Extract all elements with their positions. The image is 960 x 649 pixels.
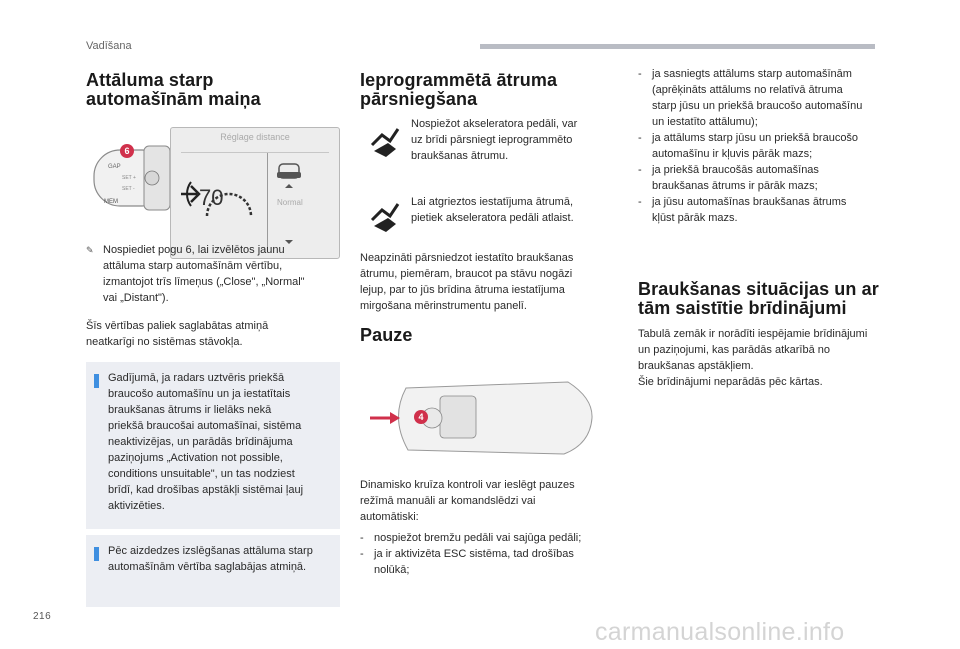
col1-title: [86, 71, 261, 109]
pedal-line: Nospiežot akseleratora pedāli, var: [411, 118, 578, 130]
info-line: priekšā braucošai automašīnai, sistēma: [108, 420, 302, 432]
svg-text:SET -: SET -: [122, 186, 135, 192]
info-line: conditions unsuitable", un tas nodziest: [108, 468, 295, 480]
pedal-line: braukšanas ātrumu.: [411, 150, 509, 162]
info-line: braucošo automašīnu un ja iestatītais: [108, 388, 291, 400]
list-item-cont: nolūkā;: [374, 564, 410, 576]
list-item: - ja jūsu automašīnas braukšanas ātrums kļūst pārāk mazs.: [638, 194, 898, 226]
step-marker-icon: ✎: [86, 245, 94, 255]
col1-title-line1: Attāluma starp: [86, 70, 214, 90]
pedal-release-icon: [368, 198, 402, 236]
info-line: paziņojums „Activation not possible,: [108, 452, 283, 464]
display-screen: [170, 127, 340, 259]
list-item: - ja attālums starp jūsu un priekšā braucošo automašīnu ir kļuvis pārāk mazs;: [638, 130, 898, 162]
step-line: attāluma starp automašīnām vērtību,: [103, 260, 283, 272]
watermark: carmanualsonline.info: [595, 618, 845, 646]
step-line: vai „Distant").: [103, 292, 169, 304]
para-line: automātiski:: [360, 511, 419, 523]
list-item: - nospiežot bremžu pedāli vai sajūga pedāli;: [360, 532, 582, 544]
info-icon: [94, 374, 99, 388]
screen-divider: [181, 152, 329, 153]
figure-badge: 6: [120, 144, 134, 158]
screen-separator: [267, 153, 268, 248]
para-line: Dinamisko kruīza kontroli var ieslēgt pauzes: [360, 479, 575, 491]
list-item-text: ja attālums starp jūsu un priekšā braucošo: [652, 132, 859, 144]
para-line: ātrumu, piemēram, braucot pa stāvu nogāzi: [360, 268, 573, 280]
info-box-radar: [86, 362, 340, 529]
list-item-text: ja priekšā braucošās automašīnas: [652, 164, 819, 176]
para-line: režīmā manuāli ar komandslēdzi vai: [360, 495, 536, 507]
list-item-text: ja jūsu automašīnas braukšanas ātrums: [652, 196, 847, 208]
list-item-text: ja ir aktivizēta ESC sistēma, tad drošības: [374, 548, 574, 560]
info-line: brīdī, kad drošības apstākļi sistēmai ļauj: [108, 484, 304, 496]
pedal-press-icon: [368, 121, 402, 159]
pedal-line: pietiek akseleratora pedāli atlaist.: [411, 212, 574, 224]
list-item-cont: braukšanas ātrums ir pārāk mazs;: [652, 180, 818, 192]
pedal-line: uz brīdi pārsniegt ieprogrammēto: [411, 134, 573, 146]
para-line: lejup, par to jūs brīdina ātruma iestatījuma: [360, 284, 565, 296]
col3-title-line2: tām saistītie brīdinājumi: [638, 298, 847, 318]
para-line: Tabulā zemāk ir norādīti iespējamie brīdinājumi: [638, 328, 868, 340]
svg-text:SET +: SET +: [122, 175, 136, 181]
para-line: braukšanas apstākļiem.: [638, 360, 754, 372]
info-box-memory: [86, 535, 340, 607]
screen-title: Réglage distance: [220, 132, 290, 142]
info-line: neaktivizējas, un parādās brīdinājuma: [108, 436, 293, 448]
info-line: Gadījumā, ja radars uztvēris priekšā: [108, 372, 285, 384]
mode-label: Normal: [277, 198, 303, 207]
col3-title-line1: Braukšanas situācijas un ar: [638, 279, 879, 299]
list-item: - ja ir aktivizēta ESC sistēma, tad drošības: [360, 548, 574, 560]
memory-paragraph: [86, 318, 346, 350]
list-item: - ja priekšā braucošās automašīnas braukšanas ātrums ir pārāk mazs;: [638, 162, 898, 194]
pedal-press-text: [411, 116, 601, 164]
cruise-stalk-icon: [86, 118, 176, 258]
overspeed-paragraph: [360, 250, 610, 314]
page-header: [0, 0, 960, 60]
list-item-text: ja sasniegts attālums starp automašīnām: [652, 68, 852, 80]
info-line: aktivizēties.: [108, 500, 165, 512]
info-line: Pēc aizdedzes izslēgšanas attāluma starp: [108, 545, 313, 557]
cruise-stalk-pause-icon: [368, 378, 598, 458]
speed-value: 70: [199, 185, 224, 210]
distance-figure: [86, 118, 336, 258]
col1-title-line2: automašīnām maiņa: [86, 89, 261, 109]
pause-figure-badge: 4: [414, 410, 428, 424]
col2-title-line2: pārsniegšana: [360, 89, 478, 109]
para-line: neatkarīgi no sistēmas stāvokļa.: [86, 336, 243, 348]
pause-heading: Pauze: [360, 325, 413, 345]
list-item-cont: un iestatīto attālumu);: [652, 116, 758, 128]
info-line: automašīnām vērtība saglabājas atmiņā.: [108, 561, 307, 573]
pause-figure: [368, 378, 598, 458]
para-line: Šīs vērtības paliek saglabātas atmiņā: [86, 320, 269, 332]
section-label: Vadīšana: [86, 40, 132, 52]
col2-title: [360, 71, 557, 109]
list-item: - ja sasniegts attālums starp automašīnām (aprēķināts attālums no relatīvā ātruma starp jūsu un priekšā braucošo automašīnu un iestatīto attālumu);: [638, 66, 898, 130]
info-line: braukšanas ātrums ir lielāks nekā: [108, 404, 272, 416]
list-item-cont: automašīnu ir kļuvis pārāk mazs;: [652, 148, 813, 160]
col2-title-line1: Ieprogrammētā ātruma: [360, 70, 558, 90]
col3-list: [638, 66, 898, 226]
page-number: 216: [33, 611, 52, 622]
col3-title: [638, 280, 879, 318]
pedal-release-text: [411, 194, 601, 226]
para-line: Šie brīdinājumi neparādās pēc kārtas.: [638, 376, 823, 388]
col3-paragraph: [638, 326, 908, 390]
info-icon: [94, 547, 99, 561]
svg-text:MEM: MEM: [104, 199, 118, 205]
para-line: mirgošana mērinstrumentu panelī.: [360, 300, 527, 312]
para-line: Neapzināti pārsniedzot iestatīto braukšanas: [360, 252, 574, 264]
para-line: un paziņojumi, kas parādās atkarībā no: [638, 344, 831, 356]
step-line: izmantojot trīs līmeņus („Close", „Normal": [103, 276, 305, 288]
header-bar: [480, 44, 875, 49]
list-item-cont: starp jūsu un priekšā braucošo automašīnu: [652, 100, 863, 112]
svg-text:GAP: GAP: [108, 164, 121, 170]
list-item-text: nospiežot bremžu pedāli vai sajūga pedāli;: [374, 532, 582, 544]
list-item-cont: (aprēķināts attālums no relatīvā ātruma: [652, 84, 843, 96]
step-line: Nospiediet pogu 6, lai izvēlētos jaunu: [103, 244, 285, 256]
pause-list: [360, 530, 620, 578]
list-item-cont: kļūst pārāk mazs.: [652, 212, 738, 224]
pause-paragraph: [360, 477, 610, 525]
pedal-line: Lai atgrieztos iestatījuma ātrumā,: [411, 196, 574, 208]
pause-title: [360, 326, 413, 345]
